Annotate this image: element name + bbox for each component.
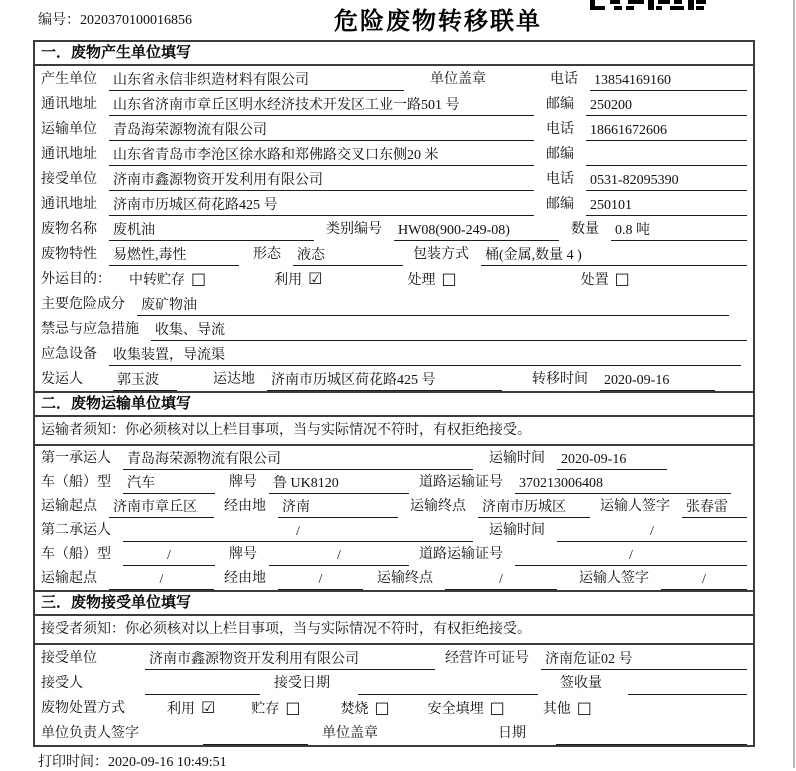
producer-address-row [35,91,753,116]
receive-unit-label: 接受单位 [41,651,97,666]
first-route-start-label: 运输起点 [41,499,97,514]
second-route-row [35,566,753,590]
destination-label: 运达地 [213,372,255,387]
producer-address-value: 山东省济南市章丘区明水经济技术开发区工业一路501 号 [109,97,534,116]
receiver-unit-label: 接受单位 [41,172,97,187]
waste-quantity-value: 0.8 吨 [611,222,747,241]
second-plate-value: / [269,547,409,566]
seal-date-label: 日期 [498,726,526,741]
waste-property-value: 易燃性,毒性 [109,247,239,266]
first-carrier-value: 青岛海荣源物流有限公司 [123,451,473,470]
precaution-label: 禁忌与应急措施 [41,322,139,337]
checkbox-checked-icon: ☑ [308,269,323,288]
disposal-other-checkbox [543,698,592,720]
second-road-permit-label: 道路运输证号 [419,547,503,562]
second-carrier-value: / [123,523,473,542]
second-route-via-value: / [278,571,363,590]
receive-date-label: 接受日期 [274,676,330,691]
second-vehicle-type-label: 车（船）型 [41,547,111,562]
disposal-method-row [35,695,753,720]
first-route-end-value: 济南市历城区 [478,499,590,518]
producer-unit-label: 产生单位 [41,72,97,87]
checkbox-unchecked-icon: □ [191,269,207,288]
waste-property-row [35,241,753,266]
received-amount-label: 签收量 [560,676,602,691]
checkbox-unchecked-icon: □ [441,269,457,288]
transport-section-title: 二．废物运输单位填写 [35,391,753,417]
receiver-zip-value: 250101 [586,197,747,216]
receive-person-row [35,670,753,695]
producer-phone-label: 电话 [550,72,578,87]
receive-unit-value: 济南市鑫源物资开发利用有限公司 [145,651,435,670]
producer-phone-value: 13854169160 [590,72,747,91]
license-number-value: 济南危证02 号 [541,651,747,670]
form-title: 危险废物转移联单 [334,7,542,35]
qr-code-icon [590,0,706,10]
emergency-equipment-row [35,341,753,366]
print-time [38,751,227,771]
checkbox-unchecked-icon: □ [374,698,390,717]
first-road-permit-label: 道路运输证号 [419,475,503,490]
producer-unit-row [35,66,753,91]
waste-name-label: 废物名称 [41,222,97,237]
waste-name-value: 废机油 [109,222,314,241]
producer-section-title: 一．废物产生单位填写 [35,42,753,66]
serial-value: 2020370100016856 [80,13,192,28]
second-carrier-row [35,518,753,542]
purpose-utilize-checkbox [274,269,322,291]
disposal-other-checkbox-label: 其他 [542,702,571,717]
receiver-phone-label: 电话 [546,172,574,187]
checkbox-checked-icon: ☑ [201,698,216,717]
producer-unit-value: 山东省永信非织造材料有限公司 [109,72,404,91]
consignor-row [35,366,753,391]
print-time-value: 2020-09-16 10:49:51 [108,755,227,770]
receiver-address-value: 济南市历城区荷花路425 号 [109,197,534,216]
responsible-sign-label: 单位负责人签字 [41,726,139,741]
first-route-start-value: 济南市章丘区 [109,499,214,518]
second-vehicle-type-value: / [123,547,215,566]
checkbox-unchecked-icon: □ [489,698,505,717]
receive-person-label: 接受人 [41,676,83,691]
first-plate-value: 鲁 UK8120 [269,475,409,494]
second-carrier-sign-label: 运输人签字 [579,571,649,586]
transfer-purpose-row [35,266,753,291]
disposal-utilize-checkbox-label: 利用 [167,702,195,717]
emergency-equipment-label: 应急设备 [41,347,97,362]
transport-unit-value: 青岛海荣源物流有限公司 [109,122,534,141]
consignor-label: 发运人 [41,372,83,387]
transfer-form [33,40,755,747]
second-carrier-label: 第二承运人 [41,523,111,538]
main-hazard-row [35,291,753,316]
first-route-row [35,494,753,518]
precaution-row [35,316,753,341]
receive-person-value [145,676,260,695]
receive-unit-row [35,645,753,670]
second-road-permit-value: / [515,547,747,566]
disposal-landfill-checkbox-label: 安全填埋 [427,702,484,717]
disposal-storage-checkbox-label: 贮存 [251,702,280,717]
second-route-via-label: 经由地 [224,571,266,586]
first-route-via-label: 经由地 [224,499,266,514]
consignor-value: 郭玉波 [113,372,177,391]
purpose-transit-storage-checkbox [129,269,206,291]
license-number-label: 经营许可证号 [445,651,529,666]
first-route-via-value: 济南 [278,499,398,518]
disposal-incinerate-checkbox-label: 焚烧 [340,702,369,717]
window-edge-line [793,0,795,768]
first-carrier-sign-label: 运输人签字 [600,499,670,514]
first-plate-label: 牌号 [229,475,257,490]
second-transport-date-label: 运输时间 [489,523,545,538]
receive-unit-seal-label: 单位盖章 [322,726,378,741]
receiver-unit-value: 济南市鑫源物资开发利用有限公司 [109,172,534,191]
serial-label: 编号： [38,13,80,28]
transport-zip-label: 邮编 [546,147,574,162]
second-transport-date-value: / [557,523,747,542]
transport-phone-label: 电话 [546,122,574,137]
receive-section-title: 三．废物接受单位填写 [35,590,753,616]
transport-address-label: 通讯地址 [41,147,97,162]
receiver-unit-row [35,166,753,191]
second-route-end-label: 运输终点 [377,571,433,586]
first-vehicle-row [35,470,753,494]
print-time-label: 打印时间： [38,755,108,770]
precaution-value: 收集、导流 [151,322,747,341]
disposal-method-label: 废物处置方式 [41,701,125,716]
producer-zip-value: 250200 [586,97,747,116]
packaging-value: 桶(金属,数量 4 ) [481,247,747,266]
transport-phone-value: 18661672606 [586,122,747,141]
packaging-label: 包装方式 [413,247,469,262]
receiver-zip-label: 邮编 [546,197,574,212]
transfer-date-value: 2020-09-16 [600,372,715,391]
receive-notice: 接受者须知：你必须核对以上栏目事项，当与实际情况不符时，有权拒绝接受。 [35,616,753,645]
purpose-dispose-checkbox-label: 处置 [580,273,609,288]
first-transport-date-label: 运输时间 [489,451,545,466]
unit-seal-label: 单位盖章 [430,72,486,87]
receiver-address-label: 通讯地址 [41,197,97,212]
checkbox-unchecked-icon: □ [285,698,301,717]
received-amount-value [628,676,747,695]
transport-address-row [35,141,753,166]
first-road-permit-value: 370213006408 [515,475,731,494]
second-vehicle-row [35,542,753,566]
transfer-purpose-label: 外运目的： [41,272,111,287]
disposal-incinerate-checkbox [340,698,389,720]
second-plate-label: 牌号 [229,547,257,562]
purpose-dispose-checkbox [581,269,630,291]
waste-name-row [35,216,753,241]
transport-unit-row [35,116,753,141]
transport-zip-value [586,147,747,166]
waste-code-value: HW08(900-249-08) [394,222,559,241]
responsible-sign-row [35,720,753,745]
waste-form-value: 液态 [293,247,403,266]
first-carrier-label: 第一承运人 [41,451,111,466]
transport-unit-label: 运输单位 [41,122,97,137]
first-carrier-sign-value: 张春雷 [682,499,747,518]
receiver-phone-value: 0531-82095390 [586,172,747,191]
waste-quantity-label: 数量 [571,222,599,237]
purpose-treat-checkbox [407,269,456,291]
checkbox-unchecked-icon: □ [576,698,592,717]
receive-date-value [358,676,538,695]
second-route-end-value: / [445,571,557,590]
responsible-sign-value [203,726,308,745]
purpose-transit-storage-checkbox-label: 中转贮存 [129,273,185,288]
second-route-start-value: / [109,571,214,590]
first-route-end-label: 运输终点 [410,499,466,514]
disposal-storage-checkbox [251,698,300,720]
purpose-utilize-checkbox-label: 利用 [274,273,303,288]
second-carrier-sign-value: / [661,571,747,590]
destination-value: 济南市历城区荷花路425 号 [267,372,502,391]
main-hazard-value: 废矿物油 [137,297,729,316]
producer-zip-label: 邮编 [546,97,574,112]
transfer-date-label: 转移时间 [532,372,588,387]
disposal-utilize-checkbox [167,698,215,720]
purpose-treat-checkbox-label: 处理 [407,273,436,288]
checkbox-unchecked-icon: □ [614,269,630,288]
first-carrier-row [35,446,753,470]
transport-address-value: 山东省青岛市李沧区徐水路和郑佛路交叉口东侧20 米 [109,147,534,166]
first-vehicle-type-value: 汽车 [123,475,215,494]
first-vehicle-type-label: 车（船）型 [41,475,111,490]
second-route-start-label: 运输起点 [41,571,97,586]
disposal-landfill-checkbox [428,698,505,720]
emergency-equipment-value: 收集装置，导流渠 [109,347,741,366]
seal-date-value [556,726,747,745]
transport-notice: 运输者须知：你必须核对以上栏目事项，当与实际情况不符时，有权拒绝接受。 [35,417,753,446]
waste-code-label: 类别编号 [326,222,382,237]
receiver-address-row [35,191,753,216]
main-hazard-label: 主要危险成分 [41,297,125,312]
first-transport-date-value: 2020-09-16 [557,451,667,470]
producer-address-label: 通讯地址 [41,97,97,112]
waste-property-label: 废物特性 [41,247,97,262]
waste-form-label: 形态 [253,247,281,262]
